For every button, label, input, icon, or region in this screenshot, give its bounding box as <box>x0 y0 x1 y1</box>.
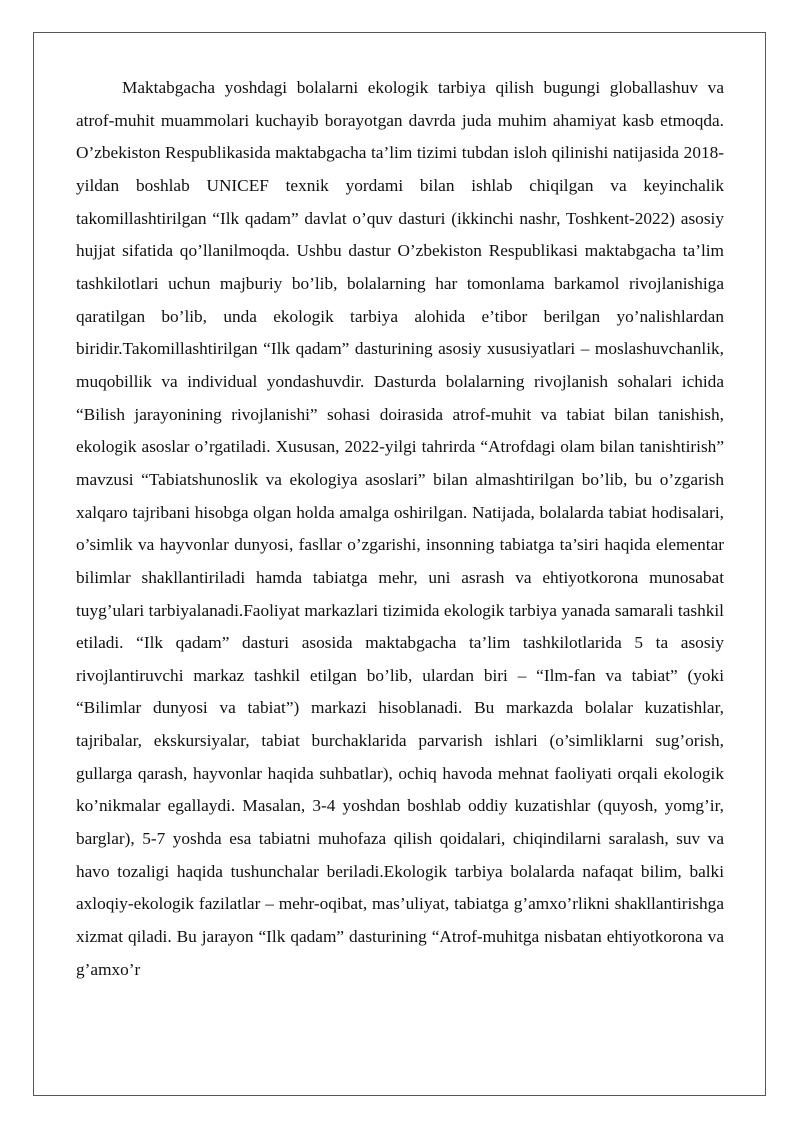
body-paragraph: Maktabgacha yoshdagi bolalarni ekologik tarbiya qilish bugungi globallashuv va atrof-muhit muammolari kuchayib borayotgan davrda juda muhim ahamiyat kasb etmoqda. O’zbekiston Respublikasida maktabgacha ta’lim tizimi tubdan isloh qilinishi natijasida 2018-yildan boshlab UNICEF texnik yordami bilan ishlab chiqilgan va keyinchalik takomillashtirilgan “Ilk qadam” davlat o’quv dasturi (ikkinchi nashr, Toshkent-2022) asosiy hujjat sifatida qo’llanilmoqda. Ushbu dastur O’zbekiston Respublikasi maktabgacha ta’lim tashkilotlari uchun majburiy bo’lib, bolalarning har tomonlama barkamol rivojlanishiga qaratilgan bo’lib, unda ekologik tarbiya alohida e’tibor berilgan yo’nalishlardan biridir.Takomillashtirilgan “Ilk qadam” dasturining asosiy xususiyatlari – moslashuvchanlik, muqobillik va individual yondashuvdir. Dasturda bolalarning rivojlanish sohalari ichida “Bilish jarayonining rivojlanishi” sohasi doirasida atrof-muhit va tabiat bilan tanishish, ekologik asoslar o’rgatiladi. Xususan, 2022-yilgi tahrirda “Atrofdagi olam bilan tanishtirish” mavzusi “Tabiatshunoslik va ekologiya asoslari” bilan almashtirilgan bo’lib, bu o’zgarish xalqaro tajribani hisobga olgan holda amalga oshirilgan. Natijada, bolalarda tabiat hodisalari, o’simlik va hayvonlar dunyosi, fasllar o’zgarishi, insonning tabiatga ta’siri haqida elementar bilimlar shakllantiriladi hamda tabiatga mehr, uni asrash va ehtiyotkorona munosabat tuyg’ulari tarbiyalanadi.Faoliyat markazlari tizimida ekologik tarbiya yanada samarali tashkil etiladi. “Ilk qadam” dasturi asosida maktabgacha ta’lim tashkilotlarida 5 ta asosiy rivojlantiruvchi markaz tashkil etilgan bo’lib, ulardan biri – “Ilm-fan va tabiat” (yoki “Bilimlar dunyosi va tabiat”) markazi hisoblanadi. Bu markazda bolalar kuzatishlar, tajribalar, ekskursiyalar, tabiat burchaklarida parvarish ishlari (o’simliklarni sug’orish, gullarga qarash, hayvonlar haqida suhbatlar), ochiq havoda mehnat faoliyati orqali ekologik ko’nikmalar egallaydi. Masalan, 3-4 yoshdan boshlab oddiy kuzatishlar (quyosh, yomg’ir, barglar), 5-7 yoshda esa tabiatni muhofaza qilish qoidalari, chiqindilarni saralash, suv va havo tozaligi haqida tushunchalar beriladi.Ekologik tarbiya bolalarda nafaqat bilim, balki axloqiy-ekologik fazilatlar – mehr-oqibat, mas’uliyat, tabiatga g’amxo’rlikni shakllantirishga xizmat qiladi. Bu jarayon “Ilk qadam” dasturining “Atrof-muhitga nisbatan ehtiyotkorona va g’amxo’r <box>76 78 724 979</box>
document-body <box>76 72 724 986</box>
